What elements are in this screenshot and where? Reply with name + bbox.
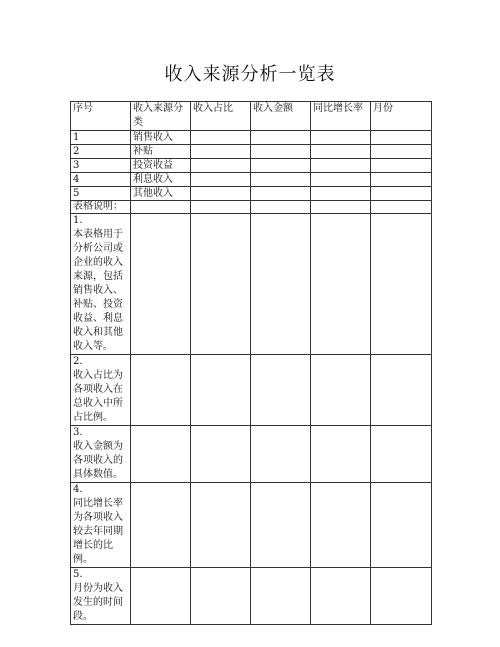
row-amount-cell (251, 145, 311, 159)
header-cell-share: 收入占比 (191, 102, 251, 131)
table-row (71, 131, 432, 145)
note-number: 4. (73, 484, 83, 495)
note-row (71, 214, 432, 355)
row-index: 3 (71, 159, 131, 173)
note-text: 本表格用于分析公司或企业的收入来源，包括销售收入、补贴、投资收益、利息收入和其他收入等。 (73, 229, 123, 352)
row-source: 销售收入 (131, 131, 191, 145)
note-number: 3. (73, 427, 83, 438)
note-number: 1. (73, 215, 83, 226)
header-cell-index: 序号 (71, 102, 131, 131)
row-month-cell (371, 187, 432, 201)
notes-label-row (71, 201, 432, 214)
table-row (71, 187, 432, 201)
row-amount-cell (251, 159, 311, 173)
table-row (71, 173, 432, 187)
row-share-cell (191, 131, 251, 145)
row-growth-cell (311, 187, 371, 201)
row-source: 利息收入 (131, 173, 191, 187)
row-share-cell (191, 145, 251, 159)
header-cell-amount: 收入金额 (251, 102, 311, 131)
note-number: 5. (73, 569, 83, 580)
row-source: 其他收入 (131, 187, 191, 201)
row-share-cell (191, 187, 251, 201)
note-cell (71, 483, 131, 568)
note-row (71, 568, 432, 625)
note-cell (71, 568, 131, 625)
row-growth-cell (311, 173, 371, 187)
row-source: 投资收益 (131, 159, 191, 173)
row-share-cell (191, 159, 251, 173)
row-index: 5 (71, 187, 131, 201)
header-cell-month: 月份 (371, 102, 432, 131)
row-month-cell (371, 173, 432, 187)
note-text: 收入金额为各项收入的具体数值。 (73, 441, 123, 480)
note-row (71, 426, 432, 483)
income-source-table (70, 101, 432, 625)
note-cell (71, 355, 131, 426)
row-index: 4 (71, 173, 131, 187)
note-cell (71, 426, 131, 483)
table-header-row (71, 102, 432, 131)
note-text: 收入占比为各项收入在总收入中所占比例。 (73, 370, 123, 423)
row-amount-cell (251, 187, 311, 201)
row-index: 1 (71, 131, 131, 145)
row-amount-cell (251, 173, 311, 187)
note-text: 月份为收入发生的时间段。 (73, 583, 123, 622)
row-month-cell (371, 159, 432, 173)
row-growth-cell (311, 131, 371, 145)
document-title: 收入来源分析一览表 (164, 64, 336, 85)
row-month-cell (371, 145, 432, 159)
row-source: 补贴 (131, 145, 191, 159)
row-index: 2 (71, 145, 131, 159)
note-number: 2. (73, 356, 83, 367)
row-growth-cell (311, 145, 371, 159)
row-share-cell (191, 173, 251, 187)
row-amount-cell (251, 131, 311, 145)
table-row (71, 159, 432, 173)
note-row (71, 355, 432, 426)
notes-label: 表格说明： (71, 201, 131, 214)
note-row (71, 483, 432, 568)
note-cell (71, 214, 131, 355)
header-cell-source: 收入来源分类 (131, 102, 191, 131)
note-text: 同比增长率为各项收入较去年同期增长的比例。 (73, 498, 123, 565)
table-row (71, 145, 432, 159)
header-cell-growth: 同比增长率 (311, 102, 371, 131)
row-month-cell (371, 131, 432, 145)
row-growth-cell (311, 159, 371, 173)
